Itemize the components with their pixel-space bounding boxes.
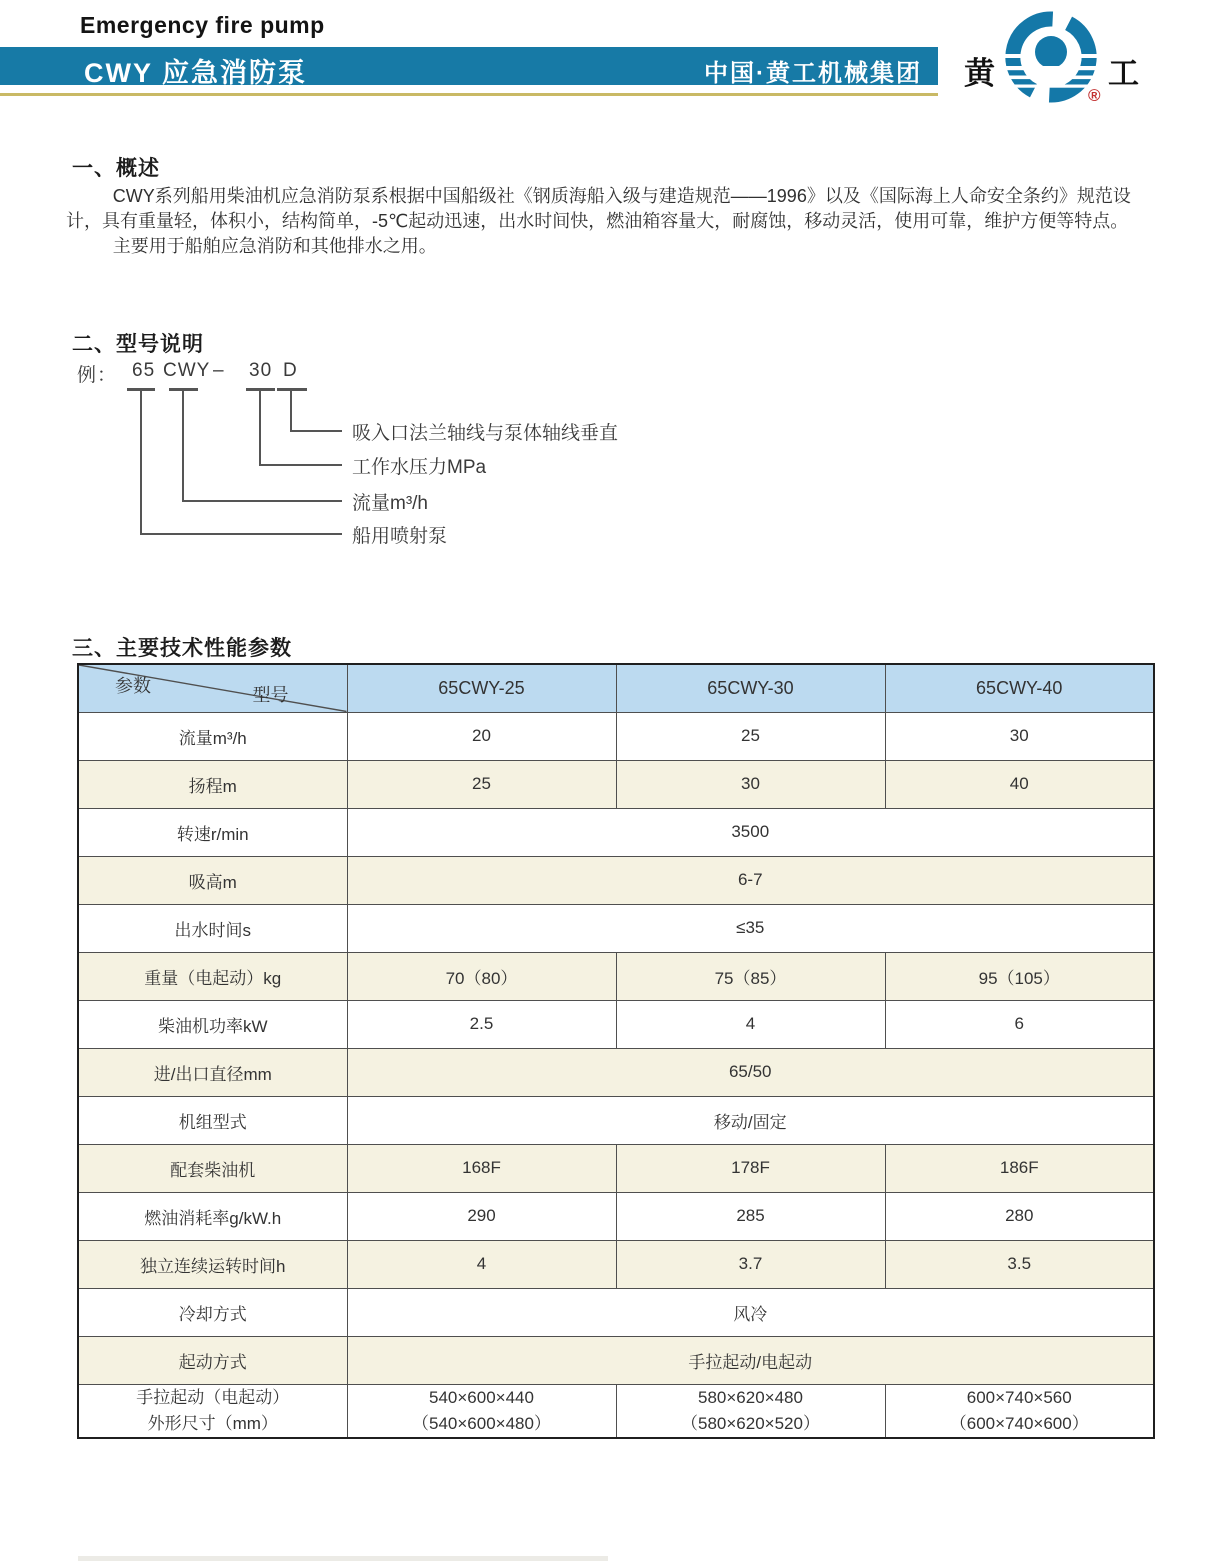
underline-suffix [277,388,307,391]
row-label: 吸高m [78,856,347,904]
cell-value: 4 [616,1000,885,1048]
banner-product-title: CWY 应急消防泵 [84,58,308,88]
overview-paragraph-2: 主要用于船舶应急消防和其他排水之用。 [112,236,437,256]
logo-char-right: 工 [1108,56,1139,91]
callout-line-suffix [290,388,292,430]
cell-value: 30 [885,712,1154,760]
section-heading-specs: 三、主要技术性能参数 [72,637,292,660]
example-label: 例： [77,365,118,386]
cell-value: 30 [616,760,885,808]
cell-value: 3.7 [616,1240,885,1288]
cell-value-merged: 手拉起动/电起动 [347,1336,1154,1384]
table-row [78,904,1154,952]
row-label: 重量（电起动）kg [78,952,347,1000]
row-label: 手拉起动（电起动） 外形尺寸（mm） [78,1384,347,1438]
cell-value: 40 [885,760,1154,808]
table-row [78,1240,1154,1288]
cell-value: 95（105） [885,952,1154,1000]
row-label: 转速r/min [78,808,347,856]
table-header-row [78,664,1154,712]
section-heading-model: 二、型号说明 [72,333,204,356]
cell-value: 25 [347,760,616,808]
row-label: 独立连续运转时间h [78,1240,347,1288]
cell-value: 70（80） [347,952,616,1000]
cell-value: 600×740×560 （600×740×600） [885,1384,1154,1438]
callout-line-size [140,388,142,533]
callout-label-suffix: 吸入口法兰轴线与泵体轴线垂直 [352,423,619,444]
model-token-series: CWY [163,360,211,381]
table-row [78,712,1154,760]
row-label: 配套柴油机 [78,1144,347,1192]
row-label: 流量m³/h [78,712,347,760]
cell-value: 285 [616,1192,885,1240]
cell-value-merged: ≤35 [347,904,1154,952]
column-header: 65CWY-25 [347,664,616,712]
corner-label-model: 型号 [252,685,289,705]
corner-label-parameter: 参数 [115,675,151,696]
cell-value: 178F [616,1144,885,1192]
corner-cell [78,664,347,712]
cell-value-merged: 移动/固定 [347,1096,1154,1144]
cell-value: 540×600×440 （540×600×480） [347,1384,616,1438]
row-label: 冷却方式 [78,1288,347,1336]
column-header: 65CWY-40 [885,664,1154,712]
cell-value: 290 [347,1192,616,1240]
cell-value-merged: 风冷 [347,1288,1154,1336]
logo-char-left: 黄 [964,56,995,91]
cell-value-merged: 6-7 [347,856,1154,904]
callout-connector-size [140,533,342,535]
header-banner [0,47,938,88]
cell-value-merged: 3500 [347,808,1154,856]
cell-value: 75（85） [616,952,885,1000]
callout-line-series [182,388,184,500]
callout-connector-flow [259,464,342,466]
cell-value: 4 [347,1240,616,1288]
table-row [78,1096,1154,1144]
model-token-dash: – [213,360,225,381]
cell-value: 168F [347,1144,616,1192]
cropped-bottom-text [78,1556,608,1561]
model-token-flow: 30 [249,360,273,381]
banner-company-name: 中国·黄工机械集团 [704,60,922,87]
model-token-size: 65 [132,360,156,381]
overview-text [66,184,1144,259]
cell-value: 2.5 [347,1000,616,1048]
model-token-suffix: D [283,360,298,381]
table-row [78,1000,1154,1048]
spec-table [77,663,1155,1439]
row-label: 进/出口直径mm [78,1048,347,1096]
row-label: 起动方式 [78,1336,347,1384]
page-title: Emergency fire pump [80,12,325,38]
column-header: 65CWY-30 [616,664,885,712]
cell-value: 3.5 [885,1240,1154,1288]
table-row [78,1288,1154,1336]
row-label: 扬程m [78,760,347,808]
callout-label-flow: 工作水压力MPa [352,457,487,478]
model-designation-diagram [77,356,977,556]
cell-value: 280 [885,1192,1154,1240]
cell-value: 6 [885,1000,1154,1048]
callout-label-size: 船用喷射泵 [352,526,448,547]
section-heading-overview: 一、概述 [72,157,160,180]
table-row [78,808,1154,856]
cell-value: 25 [616,712,885,760]
table-row [78,1384,1154,1438]
cell-value: 580×620×480 （580×620×520） [616,1384,885,1438]
callout-label-series: 流量m³/h [352,493,429,514]
table-row [78,952,1154,1000]
cell-value: 186F [885,1144,1154,1192]
table-row [78,1336,1154,1384]
row-label: 出水时间s [78,904,347,952]
cell-value: 20 [347,712,616,760]
callout-line-flow [259,388,261,464]
callout-connector-suffix [290,430,342,432]
cell-value-merged: 65/50 [347,1048,1154,1096]
table-row [78,1144,1154,1192]
table-row [78,760,1154,808]
registered-trademark-icon: ® [1088,86,1101,105]
row-label: 机组型式 [78,1096,347,1144]
row-label: 柴油机功率kW [78,1000,347,1048]
company-logo [958,2,1168,114]
table-row [78,1048,1154,1096]
overview-paragraph-1: CWY系列船用柴油机应急消防泵系根据中国船级社《钢质海船入级与建造规范——1996》以及《国际海上人命安全条约》规范设计，具有重量轻，体积小，结构简单，-5℃起动迅速，出水时间快，燃油箱容量大，耐腐蚀，移动灵活，使用可靠，维护方便等特点。 [66,186,1131,231]
table-row [78,1192,1154,1240]
gold-divider [0,93,938,96]
table-row [78,856,1154,904]
callout-connector-series [182,500,342,502]
row-label: 燃油消耗率g/kW.h [78,1192,347,1240]
